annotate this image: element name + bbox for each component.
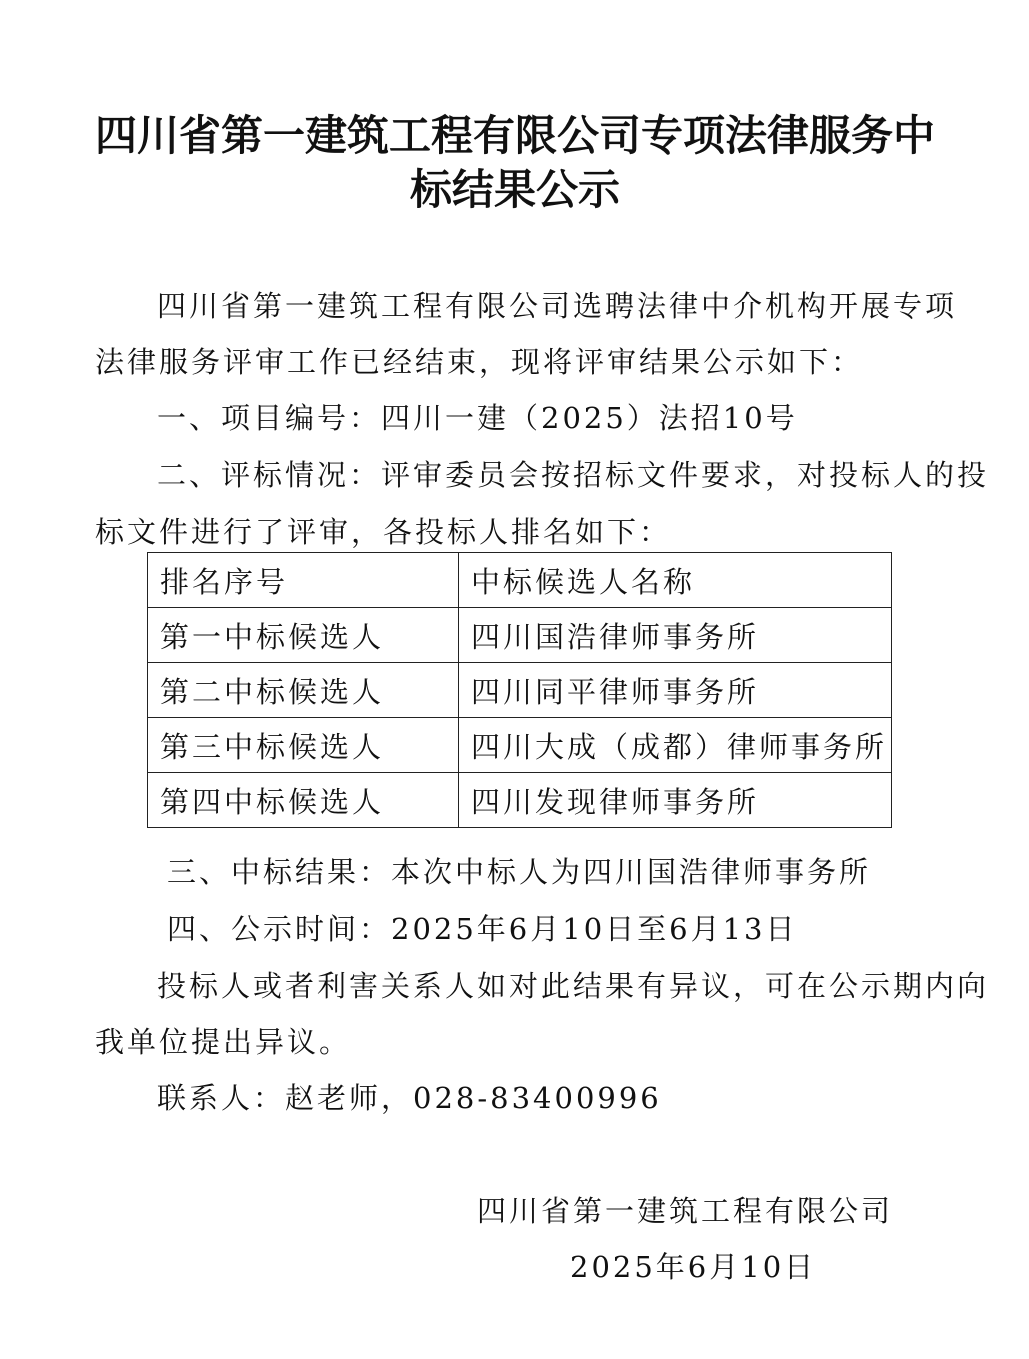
- table-row: [148, 608, 892, 663]
- table-cell-rank: 第三中标候选人: [148, 718, 459, 773]
- intro-paragraph-line-1: 四川省第一建筑工程有限公司选聘法律中介机构开展专项: [157, 289, 958, 323]
- table-cell-candidate: 四川大成（成都）律师事务所: [459, 718, 892, 773]
- publicity-time-line: 四、公示时间：2025年6月10日至6月13日: [167, 912, 798, 946]
- signature-date: 2025年6月10日: [570, 1250, 817, 1284]
- table-header-candidate: 中标候选人名称: [459, 553, 892, 608]
- project-number-line: 一、项目编号：四川一建（2025）法招10号: [157, 401, 798, 435]
- ranking-table: [147, 552, 892, 828]
- table-cell-rank: 第四中标候选人: [148, 773, 459, 828]
- table-cell-candidate: 四川同平律师事务所: [459, 663, 892, 718]
- table-row: [148, 718, 892, 773]
- objection-line-2: 我单位提出异议。: [95, 1025, 352, 1059]
- table-cell-candidate: 四川国浩律师事务所: [459, 608, 892, 663]
- table-cell-candidate: 四川发现律师事务所: [459, 773, 892, 828]
- evaluation-line-1: 二、评标情况：评审委员会按招标文件要求，对投标人的投: [157, 458, 990, 492]
- table-header-rank: 排名序号: [148, 553, 459, 608]
- contact-line: 联系人：赵老师，028-83400996: [157, 1081, 662, 1115]
- table-header-row: [148, 553, 892, 608]
- intro-paragraph-line-2: 法律服务评审工作已经结束，现将评审结果公示如下：: [95, 345, 864, 379]
- table-cell-rank: 第二中标候选人: [148, 663, 459, 718]
- objection-line-1: 投标人或者利害关系人如对此结果有异议，可在公示期内向: [157, 969, 990, 1003]
- table-row: [148, 663, 892, 718]
- notice-title-line-2: 标结果公示: [409, 165, 620, 214]
- table-cell-rank: 第一中标候选人: [148, 608, 459, 663]
- notice-title-line-1: 四川省第一建筑工程有限公司专项法律服务中: [94, 111, 935, 160]
- signature-organization: 四川省第一建筑工程有限公司: [477, 1194, 894, 1228]
- evaluation-line-2: 标文件进行了评审，各投标人排名如下：: [95, 515, 672, 549]
- result-line: 三、中标结果：本次中标人为四川国浩律师事务所: [167, 855, 872, 889]
- table-row: [148, 773, 892, 828]
